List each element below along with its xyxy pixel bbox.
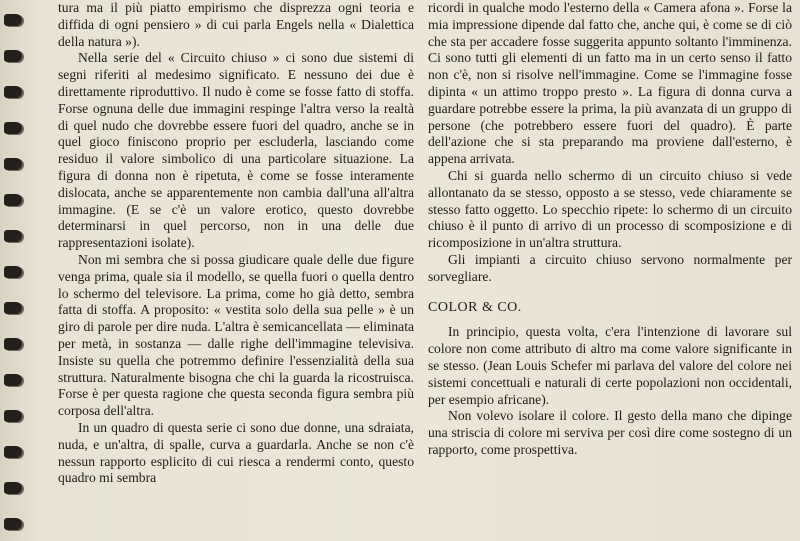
paragraph: Gli impianti a circuito chiuso servono normalmente per sorvegliare. [428,251,792,284]
binding-ring [4,230,22,242]
section-heading: COLOR & CO. [428,299,522,315]
paragraph: Non mi sembra che si possa giudicare quale delle due figure venga prima, quale sia il modello, se quella fuori o quella dentro lo schermo del televisore. La prima, come ho già detto, sembra fatta di stoffa. A proposito: « vestita solo della sua pelle » è un giro di parole per dire nuda. L'altra è semicancellata — eliminata per metà, in sostanza — dalle righe dell'immagine televisiva. Insiste su quella che potremmo definire l'essenzialità della sua struttura. Naturalmente bisogna che chi la guarda la ricostruisca. Forse è per questa ragione che questa seconda figura sembra più corposa dell'altra. [58,251,414,419]
binding-ring [4,302,22,314]
binding-ring [4,158,22,170]
binding-ring [4,86,22,98]
paragraph: ricordi in qualche modo l'esterno della « Camera afona ». Forse la mia impressione dipende dal fatto che, anche qui, è come se di ciò che sta per accadere fosse suggerita appunto soltanto l'imminenza. Ci sono tutti gli elementi di un fatto ma in un certo senso il fatto non c'è, non si risolve nell'immagine. Come se l'immagine fosse dipinta « un attimo troppo presto ». La figura di donna curva a guardare potrebbe essere la prima, la più avanzata di un gruppo di persone (che potrebbero essere fuori del quadro). È parte dell'azione che si sta preparando ma proviene dall'esterno, è appena arrivata. [428,0,792,167]
paragraph: tura ma il più piatto empirismo che disprezza ogni teoria e diffida di ogni pensiero » di cui parla Engels nella « Dialettica della natura »). [58,0,414,49]
binding-ring [4,410,22,422]
right-column [428,0,792,459]
paragraph: Non volevo isolare il colore. Il gesto della mano che dipinge una striscia di colore mi serviva per così dire come sostegno di un rapporto, come prospettiva. [428,408,792,457]
binding-ring [4,482,22,494]
binding-ring [4,518,22,530]
binding-ring [4,266,22,278]
binding-ring [4,14,22,26]
binding-ring [4,446,22,458]
binding-ring [4,374,22,386]
spiral-binding [0,0,38,541]
binding-ring [4,50,22,62]
paragraph: Chi si guarda nello schermo di un circuito chiuso si vede allontanato da se stesso, opposto a se stesso, vede chiaramente se stesso fatto oggetto. Lo specchio ripete: lo schermo di un circuito chiuso è il punto di arrivo di un processo di scomposizione e di ricomposizione in un'altra struttura. [428,167,792,251]
paragraph: In un quadro di questa serie ci sono due donne, una sdraiata, nuda, e un'altra, di spalle, curva a guardarla. Anche se non c'è nessun rapporto esplicito di cui riesca a rendermi conto, questo quadro mi sembra [58,419,414,486]
left-column [58,0,414,487]
paragraph: In principio, questa volta, c'era l'intenzione di lavorare sul colore non come attributo di altro ma come valore significante in se stesso. (Jean Louis Schefer mi parlava del valore del colore nei sistemi concettuali e naturali di certe popolazioni non occidentali, per esempio africane). [428,324,792,407]
binding-ring [4,194,22,206]
paragraph: Nella serie del « Circuito chiuso » ci sono due sistemi di segni riferiti al medesimo significato. E nessuno dei due è direttamente riproduttivo. Il nudo è come se fosse fatto di stoffa. Forse ognuna delle due immagini respinge l'altra verso la realtà di quel nudo che dovrebbe essere fuori del quadro, anche se in quel gioco finiscono proprio per escluderla, lasciando come residuo il valore simbolico di una particolare situazione. La figura di donna non è ripetuta, è come se fosse interamente dislocata, anche se apparentemente non cambia dall'una all'altra immagine. (E se c'è un valore erotico, questo dovrebbe determinarsi in quel percorso, non in una delle due rappresentazioni isolate). [58,50,414,251]
binding-ring [4,338,22,350]
binding-ring [4,122,22,134]
